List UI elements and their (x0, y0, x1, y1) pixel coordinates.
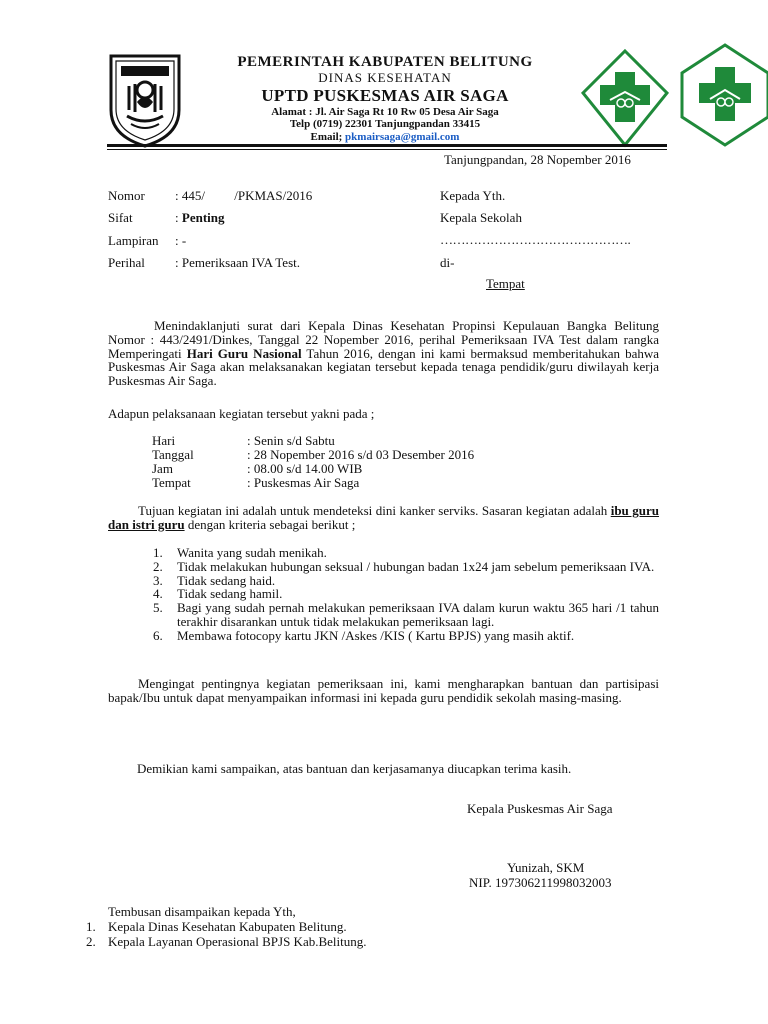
criteria-text: Membawa fotocopy kartu JKN /Askes /KIS ( Kartu BPJS) yang masih aktif. (177, 627, 575, 643)
schedule-value-tanggal: : 28 Nopember 2016 s/d 03 Desember 2016 (247, 447, 475, 462)
criteria-text: Tidak sedang hamil. (177, 586, 283, 602)
recipient-line-2: Kepala Sekolah (440, 210, 522, 225)
recipient-line-5: Tempat (486, 276, 525, 291)
criteria-number: 5. (153, 600, 163, 616)
schedule-value-tempat: : Puskesmas Air Saga (247, 475, 360, 490)
p1-bold: Hari Guru Nasional (186, 345, 302, 361)
phone-line: Telp (0719) 22301 Tanjungpandan 33415 (289, 118, 481, 131)
schedule-key-tempat: Tempat (152, 475, 191, 490)
recipient-line-3: ………………………………………. (440, 232, 631, 247)
cc-item-number: 1. (86, 919, 96, 934)
nomor-label: Nomor (108, 188, 145, 203)
sifat-value (175, 210, 225, 226)
p1-text-b: Tahun 2016, dengan ini kami bermaksud memberitahukan bahwa Puskesmas Air Saga akan melaksanakan kegiatan tersebut kepada tenaga pendidik/guru diwilayah kerja Puskesmas Air Saga. (108, 345, 659, 389)
letterhead-divider (107, 144, 667, 150)
recipient-line-4: di- (440, 255, 455, 270)
criteria-item (153, 560, 659, 574)
email-label: Email; (310, 131, 343, 144)
perihal-value: : Pemeriksaan IVA Test. (175, 255, 300, 270)
criteria-number: 2. (153, 558, 163, 574)
p3-bold: ibu guru dan istri guru (108, 503, 659, 532)
criteria-item (153, 546, 659, 560)
criteria-item (153, 629, 659, 643)
criteria-text: Wanita yang sudah menikah. (177, 545, 327, 560)
recipient-line-1: Kepada Yth. (440, 188, 506, 203)
signatory-title: Kepala Puskesmas Air Saga (467, 801, 613, 816)
body-paragraph-1 (108, 319, 659, 388)
institution-name: UPTD PUSKESMAS AIR SAGA (261, 86, 509, 106)
schedule-key-hari: Hari (152, 433, 176, 448)
letterhead-text (200, 54, 570, 144)
cc-item-text: Kepala Dinas Kesehatan Kabupaten Belitung. (108, 919, 347, 934)
criteria-text: Tidak melakukan hubungan seksual / hubungan badan 1x24 jam sebelum pemeriksaan IVA. (177, 558, 655, 574)
criteria-number: 6. (153, 627, 163, 643)
belitung-regency-emblem (107, 52, 183, 148)
sifat-prefix: : (175, 210, 182, 225)
department-name: DINAS KESEHATAN (318, 70, 452, 86)
cc-heading: Tembusan disampaikan kepada Yth, (108, 904, 296, 919)
body-paragraph-2: Adapun pelaksanaan kegiatan tersebut yakni pada ; (108, 406, 375, 421)
p3-text-a: Tujuan kegiatan ini adalah untuk mendeteksi dini kanker serviks. Sasaran kegiatan adalah (138, 503, 611, 518)
perihal-label: Perihal (108, 255, 145, 270)
closing-paragraph: Demikian kami sampaikan, atas bantuan dan kerjasamanya diucapkan terima kasih. (137, 761, 572, 776)
address-line: Alamat : Jl. Air Saga Rt 10 Rw 05 Desa Air Saga (271, 105, 499, 118)
criteria-item (153, 587, 659, 601)
sifat-label: Sifat (108, 210, 133, 225)
cc-item-text: Kepala Layanan Operasional BPJS Kab.Belitung. (108, 934, 367, 949)
criteria-text: Tidak sedang haid. (177, 572, 276, 588)
p1-text-a: Menindaklanjuti surat dari Kepala Dinas Kesehatan Propinsi Kepulauan Bangka Belitung Nomor : 443/2491/Dinkes, Tanggal 22 Nopember 2016, perihal Pemeriksaan IVA Test dalam rangka Memperingati (108, 318, 659, 361)
schedule-key-tanggal: Tanggal (152, 447, 194, 462)
schedule-key-jam: Jam (152, 461, 173, 476)
email-link[interactable]: pkmairsaga@gmail.com (345, 131, 460, 144)
puskesmas-logo-alt-icon (680, 43, 768, 147)
criteria-item (153, 574, 659, 588)
cc-item-number: 2. (86, 934, 96, 949)
sifat-bold: Penting (181, 210, 225, 225)
puskesmas-logo-icon (580, 48, 670, 148)
p3-text-b: dengan kriteria sebagai berikut ; (184, 516, 356, 532)
schedule-value-jam: : 08.00 s/d 14.00 WIB (247, 461, 363, 476)
nomor-value: : 445/ /PKMAS/2016 (175, 188, 313, 203)
criteria-item (153, 601, 659, 629)
criteria-list (153, 546, 659, 642)
government-name: PEMERINTAH KABUPATEN BELITUNG (237, 54, 533, 70)
schedule-value-hari: : Senin s/d Sabtu (247, 433, 335, 448)
email-line (200, 131, 570, 144)
criteria-number: 4. (153, 586, 163, 602)
body-paragraph-4: Mengingat pentingnya kegiatan pemeriksaan ini, kami mengharapkan bantuan dan partisipasi bapak/Ibu untuk dapat menyampaikan informasi ini kepada guru pendidik sekolah masing-masing. (108, 676, 659, 705)
criteria-text: Bagi yang sudah pernah melakukan pemeriksaan IVA dalam kurun waktu 365 hari /1 tahun terakhir disarankan untuk tidak melakukan pemeriksaan lagi. (177, 600, 659, 629)
body-paragraph-3 (108, 504, 659, 532)
letter-date: Tanjungpandan, 28 Nopember 2016 (444, 152, 631, 167)
signatory-name: Yunizah, SKM (507, 860, 585, 875)
criteria-number: 1. (153, 545, 163, 560)
lampiran-value: : - (175, 233, 187, 248)
criteria-number: 3. (153, 572, 163, 588)
lampiran-label: Lampiran (108, 233, 159, 248)
signatory-nip: NIP. 197306211998032003 (469, 875, 612, 890)
